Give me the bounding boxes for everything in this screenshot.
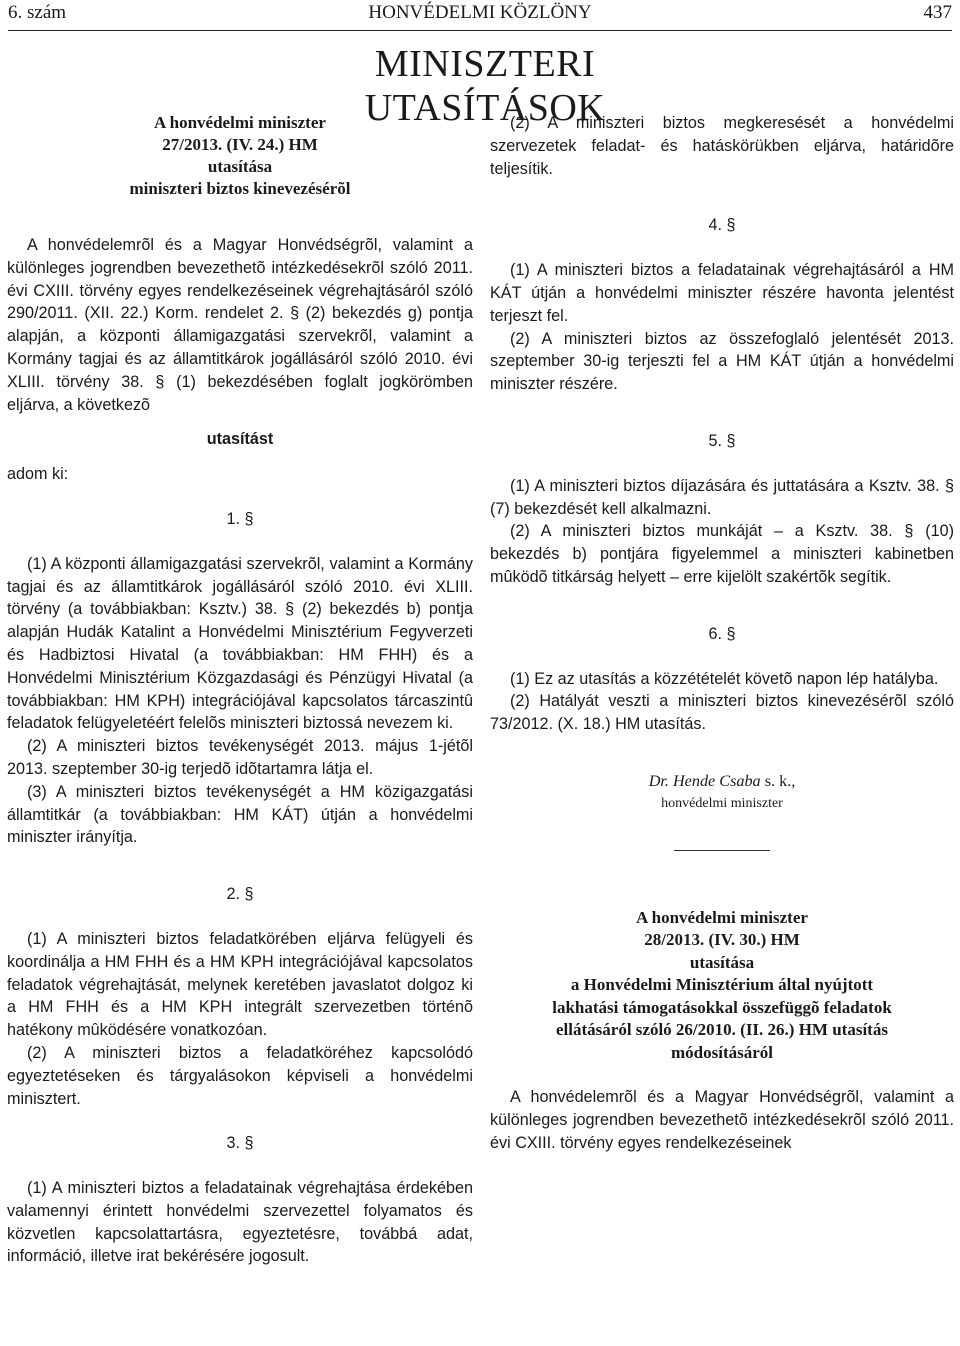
section-1-heading: 1. § (226, 509, 254, 528)
doc2-heading-line: a Honvédelmi Minisztérium által nyújtott (570, 975, 874, 995)
adom-ki-label: adom ki: (7, 465, 69, 484)
section-4-paragraph-1: (1) A miniszteri biztos a feladatainak végrehajtásáról a HM KÁT útján a honvédelmi miniszter részére havonta jelentést terjeszt fel. (490, 261, 954, 325)
section-5-paragraph-2: (2) A miniszteri biztos munkáját – a Ksztv. 38. § (10) bekezdés b) pontjára figyelemmel a miniszteri kabinetben mûködõ titkárság helyett – erre kijelölt szakértõk segítik. (490, 522, 954, 586)
section-title: MINISZTERI UTASÍTÁSOK (364, 43, 606, 129)
section-6-heading: 6. § (708, 624, 736, 643)
section-6-paragraph-1: (1) Ez az utasítás a közzétételét követõ napon lép hatályba. (510, 669, 939, 688)
signer-title: honvédelmi miniszter (661, 795, 783, 811)
doc1-heading-line: utasítása (207, 157, 273, 176)
doc2-preamble: A honvédelemrõl és a Magyar Honvédségrõl, valamint a különleges jogrendben bevezethetõ intézkedésekrõl szóló 2011. évi CXIII. törvény egyes rendelkezéseinek (490, 1088, 954, 1152)
page-header (8, 2, 952, 28)
left-column (7, 112, 473, 1268)
section-4-paragraph-2: (2) A miniszteri biztos az összefoglaló jelentését 2013. szeptember 30-ig terjeszti fel a HM KÁT útján a honvédelmi miniszter részére. (490, 329, 954, 394)
doc1-heading-line: miniszteri biztos kinevezésérõl (129, 179, 351, 198)
section-3-heading: 3. § (226, 1134, 254, 1153)
section-1-paragraph-1: (1) A központi államigazgatási szervekrõl, valamint a Kormány tagjai és az államtitkárok jogállásáról szóló 2010. évi XLIII. törvény (a továbbiakban: Ksztv.) 38. § (2) bekezdés b) pontja alapján Hudák Katalint a Honvédelmi Minisztérium Fegyverzeti és Hadbiztosi Hivatal (a továbbiakban: HM FHH) és a Honvédelmi Minisztérium Közgazdasági és Pénzügyi Hivatal (a továbbiakban: HM KPH) integrációjával kapcsolatos tárcaszintû feladatok felügyeletéért felelõs miniszteri biztossá nevezem ki. (7, 554, 473, 733)
section-5-paragraph-1: (1) A miniszteri biztos díjazására és juttatására a Ksztv. 38. § (7) bekezdését kell alkalmazni. (490, 476, 954, 518)
right-column (490, 112, 954, 1154)
section-1-paragraph-2: (2) A miniszteri biztos tevékenységét 2013. május 1-jétõl 2013. szeptember 30-ig terjedõ idõtartamra látja el. (7, 737, 473, 778)
section-3-paragraph-2: (2) A miniszteri biztos megkeresését a honvédelmi szervezetek feladat- és hatáskörükben eljárva, határidõre teljesítik. (490, 114, 954, 178)
section-6-paragraph-2: (2) Hatályát veszti a miniszteri biztos kinevezésérõl szóló 73/2012. (X. 18.) HM utasítás. (490, 692, 954, 734)
section-2-heading: 2. § (226, 885, 254, 904)
doc2-heading-line: lakhatási támogatásokkal összefüggõ feladatok (552, 997, 892, 1017)
section-3-paragraph-1: (1) A miniszteri biztos a feladatainak végrehajtása érdekében valamennyi érintett honvédelmi szervezettel folyamatos és közvetlen kapcsolattartásra, egyeztetésre, továbbá adat, információ, illetve irat bekérésére jogosult. (7, 1179, 473, 1266)
doc1-heading-line: 27/2013. (IV. 24.) HM (162, 135, 318, 154)
doc2-heading-line: 28/2013. (IV. 30.) HM (644, 930, 800, 950)
signer-name: Dr. Hende Csaba (648, 771, 761, 790)
issue-number: 6. szám (8, 2, 67, 23)
journal-title: HONVÉDELMI KÖZLÖNY (368, 2, 592, 23)
signer-suffix: s. k., (760, 771, 796, 790)
doc2-heading-line: A honvédelmi miniszter (636, 907, 808, 927)
doc2-heading-line: módosításáról (671, 1042, 773, 1062)
signer-line (490, 770, 954, 793)
doc2-heading-line: utasítása (689, 952, 755, 972)
section-5-heading: 5. § (708, 431, 736, 450)
section-4-heading: 4. § (708, 216, 736, 235)
doc2-heading-line: ellátásáról szóló 26/2010. (II. 26.) HM utasítás (556, 1020, 888, 1040)
signature-block (490, 770, 954, 816)
header-divider (8, 30, 952, 31)
doc1-heading-line: A honvédelmi miniszter (154, 113, 326, 132)
section-1-paragraph-3: (3) A miniszteri biztos tevékenységét a HM közigazgatási államtitkár (a továbbiakban: HM KÁT) útján a honvédelmi miniszter irányítja. (7, 782, 473, 847)
section-2-paragraph-2: (2) A miniszteri biztos a feladatköréhez kapcsolódó egyeztetéseken és tárgyalásokon képviseli a honvédelmi minisztert. (7, 1043, 473, 1108)
section-2-paragraph-1: (1) A miniszteri biztos feladatkörében eljárva felügyeli és koordinálja a HM FHH és a HM KPH integrációjával kapcsolatos feladatok végrehajtását, melynek keretében javaslatot dolgoz ki a HM FHH és a HM KPH integrált szervezetben történõ hatékony mûködésére vonatkozóan. (7, 929, 473, 1040)
doc1-heading (7, 112, 473, 200)
doc1-preamble: A honvédelemrõl és a Magyar Honvédségrõl, valamint a különleges jogrendben bevezethetõ intézkedésekrõl szóló 2011. évi CXIII. törvény egyes rendelkezéseinek végrehajtásáról szóló 290/2011. (XII. 22.) Korm. rendelet 2. § (2) bekezdés g) pontja alapján, a központi államigazgatási szervekrõl, valamint a Kormány tagjai és az államtitkárok jogállásáról szóló 2010. évi XLIII. törvény 38. § (1) bekezdésében foglalt jogkörömben eljárva, a következõ (7, 236, 473, 414)
utasitast-label: utasítást (206, 430, 274, 449)
doc2-heading (490, 907, 954, 1065)
page-number: 437 (923, 2, 952, 23)
